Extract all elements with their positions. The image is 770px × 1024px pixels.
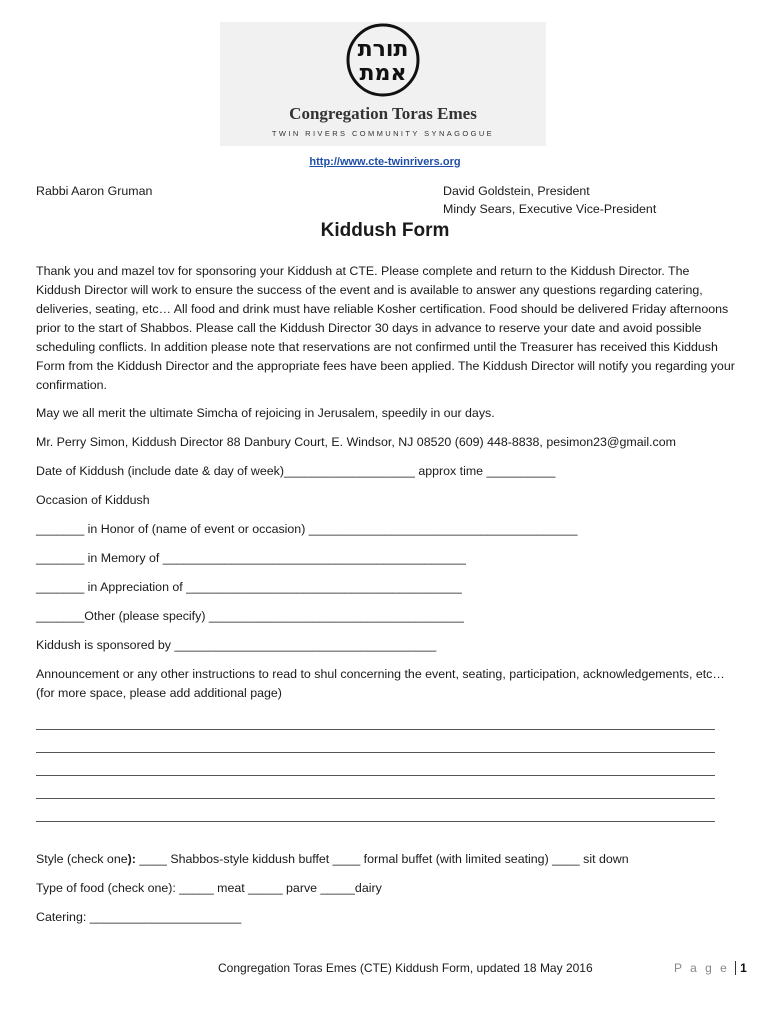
hebrew-logo-emblem-icon [338, 22, 428, 98]
president-name: David Goldstein, President [443, 184, 590, 198]
footer-text: Congregation Toras Emes (CTE) Kiddush Form, updated 18 May 2016 [218, 961, 593, 975]
style-options[interactable]: ____ Shabbos-style kiddush buffet ____ formal buffet (with limited seating) ____ sit down [139, 852, 629, 866]
svg-text:תורת: תורת [357, 37, 409, 62]
in-memory-of-field[interactable]: _______ in Memory of ____________________________________________ [36, 551, 466, 565]
catering-field[interactable]: Catering: ______________________ [36, 910, 242, 924]
hebrew-logo [338, 22, 428, 98]
announcement-line[interactable] [36, 798, 715, 799]
page-number: 1 [740, 961, 747, 975]
style-label: Style (check one [36, 852, 128, 866]
page-separator [735, 961, 736, 975]
intro-paragraph: Thank you and mazel tov for sponsoring your Kiddush at CTE. Please complete and return to the Kiddush Director. The Kiddush Director will work to ensure the success of the event and is available to answer any questions regarding catering, deliveries, seating, etc… All food and drink must have reliable Kosher certification. Food should be delivered Friday afternoons prior to the start of Shabbos. Please call the Kiddush Director 30 days in advance to reserve your date and avoid possible scheduling conflicts. In addition please note that reservations are not confirmed until the Treasurer has received this Kiddush Form from the Kiddush Director and the appropriate fees have been applied. The Kiddush Director will notify you regarding your confirmation. [36, 264, 735, 392]
kiddush-director-contact: Mr. Perry Simon, Kiddush Director 88 Danbury Court, E. Windsor, NJ 08520 (609) 448-8838, pesimon23@gmail.com [36, 435, 676, 449]
in-appreciation-of-field[interactable]: _______ in Appreciation of ________________________________________ [36, 580, 462, 594]
svg-text:אמת: אמת [359, 61, 407, 86]
form-title: Kiddush Form [320, 220, 450, 241]
sponsored-by-field[interactable]: Kiddush is sponsored by ______________________________________ [36, 638, 437, 652]
page-label: P a g e [674, 961, 730, 975]
style-colon: ): [127, 852, 136, 866]
blessing-text: May we all merit the ultimate Simcha of rejoicing in Jerusalem, speedily in our days. [36, 406, 495, 420]
vice-president-name: Mindy Sears, Executive Vice-President [443, 202, 657, 216]
occasion-label: Occasion of Kiddush [36, 493, 150, 507]
website-link[interactable]: http://www.cte-twinrivers.org [309, 156, 461, 168]
announcement-instructions: Announcement or any other instructions to read to shul concerning the event, seating, participation, acknowledgements, etc… (for more space, please add additional page) [36, 667, 725, 700]
other-specify-field[interactable]: _______Other (please specify) _____________________________________ [36, 609, 464, 623]
announcement-line[interactable] [36, 729, 715, 730]
type-of-food-field[interactable]: Type of food (check one): _____ meat _____ parve _____dairy [36, 881, 382, 895]
announcement-line[interactable] [36, 821, 715, 822]
announcement-line[interactable] [36, 775, 715, 776]
date-of-kiddush-field[interactable]: Date of Kiddush (include date & day of week)___________________ approx time __________ [36, 464, 556, 478]
in-honor-of-field[interactable]: _______ in Honor of (name of event or occasion) _______________________________________ [36, 522, 578, 536]
congregation-subtitle: TWIN RIVERS COMMUNITY SYNAGOGUE [271, 129, 495, 138]
congregation-name: Congregation Toras Emes [289, 104, 477, 123]
page-indicator [674, 961, 747, 975]
rabbi-name: Rabbi Aaron Gruman [36, 184, 153, 198]
style-check-one-field[interactable] [36, 850, 629, 869]
announcement-line[interactable] [36, 752, 715, 753]
